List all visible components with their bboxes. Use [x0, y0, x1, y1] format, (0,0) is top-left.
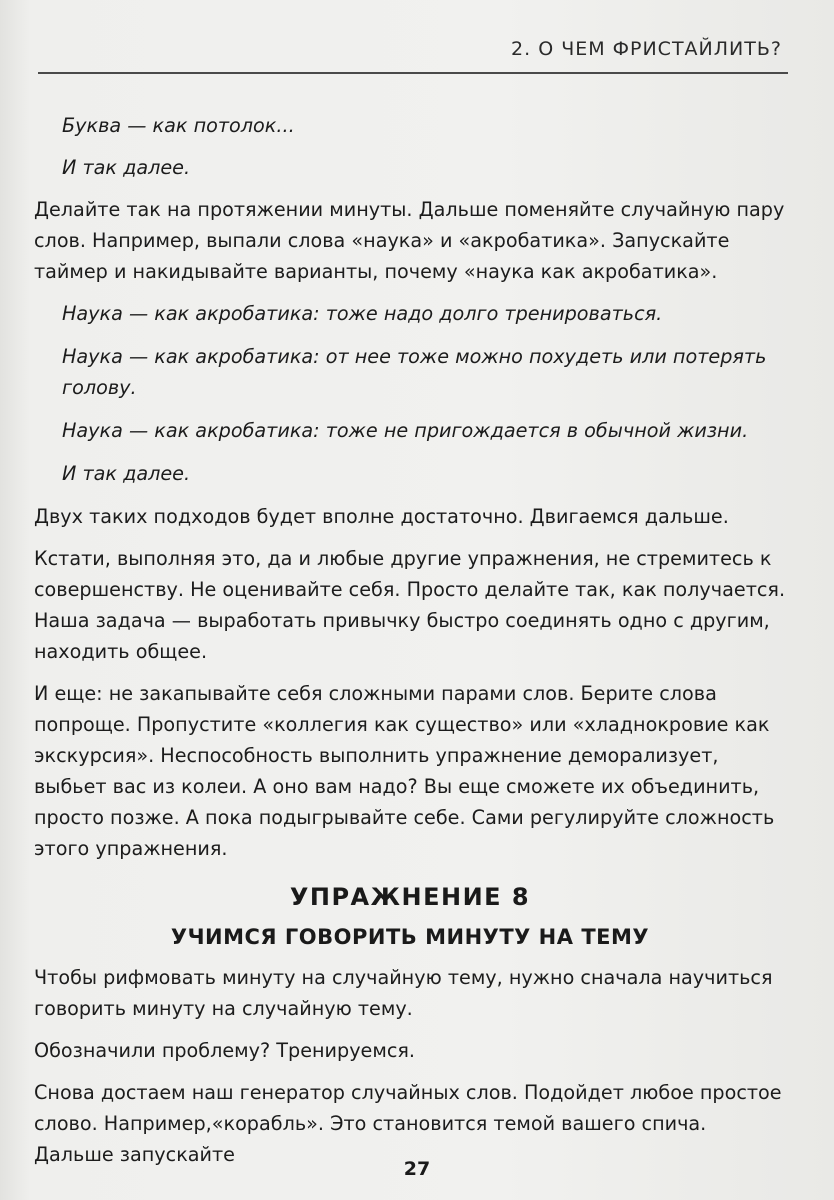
- example-line: Наука — как акробатика: тоже не пригождается в обычной жизни.: [62, 419, 749, 442]
- example-line: И так далее.: [62, 462, 191, 485]
- text-body: [34, 110, 786, 1181]
- example-line: Буква — как потолок...: [62, 114, 295, 137]
- paragraph: Чтобы рифмовать минуту на случайную тему, нужно сначала научиться говорить минуту на случайную тему.: [34, 966, 773, 1020]
- paragraph: Обозначили проблему? Тренируемся.: [34, 1039, 416, 1062]
- running-head: 2. О ЧЕМ ФРИСТАЙЛИТЬ?: [511, 38, 782, 60]
- paragraph: Двух таких подходов будет вполне достаточно. Двигаемся дальше.: [34, 505, 729, 528]
- exercise-title: УПРАЖНЕНИЕ 8: [289, 883, 531, 911]
- example-line: Наука — как акробатика: от нее тоже можно похудеть или потерять голову.: [62, 345, 767, 399]
- exercise-subtitle: УЧИМСЯ ГОВОРИТЬ МИНУТУ НА ТЕМУ: [170, 925, 650, 949]
- example-line: Наука — как акробатика: тоже надо долго тренироваться.: [62, 302, 663, 325]
- example-line: И так далее.: [62, 156, 191, 179]
- header-rule: [38, 72, 788, 74]
- paragraph: И еще: не закапывайте себя сложными парами слов. Берите слова попроще. Пропустите «коллегия как существо» или «хладнокровие как экскурсия». Неспособность выполнить упражнение деморализует, выбьет вас из колеи. А оно вам надо? Вы еще сможете их объединить, просто позже. А пока подыгрывайте себе. Сами регулируйте сложность этого упражнения.: [34, 682, 775, 860]
- paragraph: Снова достаем наш генератор случайных слов. Подойдет любое простое слово. Например,«корабль». Это становится темой вашего спича. Дальше запускайте: [34, 1081, 782, 1166]
- paragraph: Кстати, выполняя это, да и любые другие упражнения, не стремитесь к совершенству. Не оценивайте себя. Просто делайте так, как получается. Наша задача — выработать привычку быстро соединять одно с другим, находить общее.: [34, 547, 786, 663]
- page-number: 27: [403, 1158, 431, 1180]
- paragraph: Делайте так на протяжении минуты. Дальше поменяйте случайную пару слов. Например, выпали слова «наука» и «акробатика». Запускайте таймер и накидывайте варианты, почему «наука как акробатика».: [34, 198, 785, 283]
